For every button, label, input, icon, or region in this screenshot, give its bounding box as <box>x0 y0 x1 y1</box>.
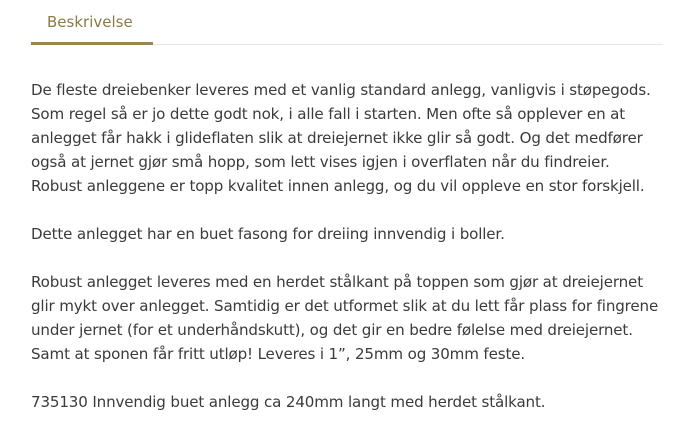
tab-label: Beskrivelse <box>47 13 133 31</box>
description-paragraph: 735130 Innvendig buet anlegg ca 240mm langt med herdet stålkant. <box>31 393 546 411</box>
tab-bar <box>31 0 663 45</box>
description-content <box>31 78 676 438</box>
description-paragraph: Dette anlegget har en buet fasong for dreiing innvendig i boller. <box>31 225 505 243</box>
description-paragraph: Robust anlegget leveres med en herdet stålkant på toppen som gjør at dreiejernet glir mykt over anlegget. Samtidig er det utformet slik at du lett får plass for fingrene under jernet (for et underhåndskutt), og det gir en bedre følelse med dreiejernet. Samt at sponen får fritt utløp! Leveres i 1”, 25mm og 30mm feste. <box>31 273 659 363</box>
tab-beskrivelse[interactable] <box>31 0 153 45</box>
description-paragraph: De fleste dreiebenker leveres med et vanlig standard anlegg, vanligvis i støpegods. Som regel så er jo dette godt nok, i alle fall i starten. Men ofte så opplever en at anlegget får hakk i glideflaten slik at dreiejernet ikke glir så godt. Og det medfører også at jernet gjør små hopp, som lett vises igjen i overflaten når du findreier. Robust anleggene er topp kvalitet innen anlegg, og du vil oppleve en stor forskjell. <box>31 81 651 195</box>
